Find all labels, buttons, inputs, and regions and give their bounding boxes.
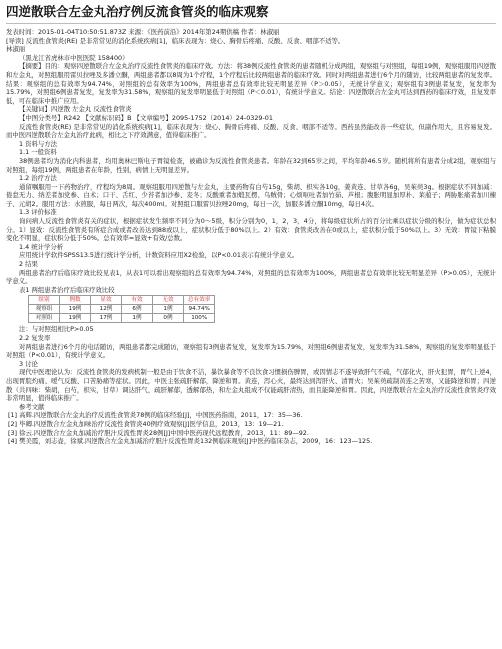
- table-header-cell: 有效: [122, 296, 153, 305]
- table-cell: 100%: [184, 314, 215, 323]
- paragraph: 现代中医理论认为：反流性食管炎的发病机制一般是由于饮食不洁，暴饮暴食等不良饮食习惯损伤脾胃，或因情志不遂导致肝气不疏，气郁化火，肝火犯胃，胃气上逆4，出现胃脘灼痛、嗳气反酸、口苦胁痛等症状。因此，中医主张疏肝解郁，降逆和胃。黄连，泻心火，最终达到泻肝火、清胃火；吴茱萸疏制黄连之苦寒，又能降逆和胃；四逆散（共四味：柴胡，白芍，枳实，甘草）调达肝气，疏肝解郁，透解郁热，和左金丸组成不仅能疏肝清热，而且能降逆和胃。因此，四逆散联合左金丸治疗反流性食管炎疗效非常明显，值得临床推广。: [6, 368, 497, 403]
- abstract: 【摘要】目的：观察四逆散联合左金丸治疗反流性食管炎的临床疗效。方法：将38例反流性食管炎的患者随机分成两组，观察组与对照组，每组19例，观察组服用四逆散和左金丸，对照组服用雷贝拉唑及多潘立酮，两组患者都以8周为1个疗程，1个疗程后比较两组患者的临床疗效。同时对两组患者进行6个月的随访，比较两组患者的复发率。结果：观察组的总有效率为94.74%，对照组的总有效率为100%，两组患者总有效率比较无明显差异（P＞0.05），无统计学意义；观察组有3例患者复发，复发率为15.79%，对照组6例患者复发，复发率为31.58%，观察组的复发率明显低于对照组（P＜0.01），有统计学意义。结论：四逆散联合左金丸可达到西药的临床疗效，且复发率低，可在临床中推广应用。: [6, 62, 496, 105]
- section-heading: 2 结果: [19, 260, 38, 269]
- table-row: [29, 305, 215, 314]
- table-cell: 1例: [122, 314, 153, 323]
- subsection-heading: 1.2 治疗方法: [19, 174, 57, 183]
- table-cell: 0例: [153, 314, 184, 323]
- subsection-heading: 2.2 复发率: [19, 334, 51, 342]
- classification-line: 【中图分类号】R242 【文献标识码】B 【文章编号】2095-1752（2014）24-0329-01: [19, 113, 273, 122]
- article-page: [6, 0, 496, 446]
- subsection-heading: 1.3 评价标准: [19, 208, 57, 217]
- table-cell: 观察组: [29, 305, 60, 314]
- reference-item: [3] 徐云.四逆散合左金丸加减治疗胆汁反流性胃炎28例[J]中国中医药现代远程教育，2013，11：89—92.: [8, 428, 309, 437]
- table-header-cell: 显效: [91, 296, 122, 305]
- table-row: [29, 314, 215, 323]
- author-affiliation: （黑龙江省虎林市中医医院 158400）: [19, 53, 129, 62]
- reference-item: [1] 高辉.四逆散联合左金丸治疗反流性食管炎78例的临床经验[J]，中国医药指南，2011，17：35—36.: [8, 411, 303, 420]
- table-cell: 6例: [122, 305, 153, 314]
- table-note: 注：与对照组相比P>0.05: [19, 325, 94, 334]
- table-header-cell: 无效: [153, 296, 184, 305]
- table-cell: 19例: [60, 314, 91, 323]
- results-table: [28, 295, 215, 323]
- paragraph: 38例患者均为消化内科患者，均用奥林巴斯电子胃镜检查，被确诊为反流性食管炎患者。年龄在32到65岁之间，平均年龄46.5岁。随机将所有患者分成2组，观察组与对照组，每组19例，两组患者在年龄，性别，病情上无明显差异。: [6, 156, 496, 174]
- table-header-cell: 例数: [60, 296, 91, 305]
- intro-paragraph: 反流性食管炎(RE) 是非常常见的消化系统疾病[1]，临床表现为：烧心、胸骨后疼痛、反酸、反食、咽部不适等。西药虽然能改善一些症状，但副作用大，且容易复发。而中医四逆散联合左金丸治疗此病，相比之下疗效满意，值得临床推广。: [6, 122, 496, 140]
- paragraph: 两组患者治疗后临床疗效比较见表1，从表1可以看出观察组的总有效率为94.74%，对照组的总有效率为100%，两组患者总有效率比较无明显差异（P>0.05），无统计学意义。: [6, 268, 496, 286]
- table-header-row: [29, 296, 215, 305]
- table-cell: 12例: [91, 305, 122, 314]
- table-cell: 17例: [91, 314, 122, 323]
- paragraph: 应用统计学软件SPSS13.5进行统计学分析，计数资料应用X2检验，以P<0.01表示有统计学意义。: [19, 251, 299, 260]
- table-cell: 对照组: [29, 314, 60, 323]
- section-heading: 3 讨论: [19, 359, 38, 368]
- paragraph: 询问病人反流性食管炎有关的症状，根据症状发生频率不同分为0～5级，积分分别为0，1，2，3，4分，将每级症状所占的百分比乘以症状分级的积分，做为症状总积分。1）显效：反流性食管炎有所症合成或者改善达到88或以上，症状积分低于80%以上。2）有效：食管炎改善在0或以上，症状积分低于50%以上。3）无效：胃镜下粘膜变化不明显，症状积分低于50%。总有效率=显效+有效/总数。: [6, 217, 496, 243]
- table-header-cell: 组别: [29, 296, 60, 305]
- reference-item: [2] 毕卿.四逆散合左金丸加味治疗反流性食管炎40例疗效观察[J]医学信息，2013，13：19—21.: [8, 419, 284, 428]
- section-heading: 1 资料与方法: [19, 139, 58, 148]
- subsection-heading: 1.1 一般资料: [19, 148, 57, 157]
- table-caption: 表1 两组患者治疗后临床疗效比较: [19, 285, 115, 294]
- references-list: [6, 411, 496, 445]
- table-cell: 19例: [60, 305, 91, 314]
- reference-item: [4] 樊美霞，刘志壶，徐斌.四逆散合左金丸加减治疗胆汁反流性胃炎132例临床观察[J]中医药临床杂志，2009，16：123—125.: [8, 437, 373, 446]
- table-header-cell: 总有效率: [184, 296, 215, 305]
- publish-info: 发表时间：2015-01-04T10:50:51.873Z 来源：《医药前沿》2014年第24期供稿 作者：林淑丽: [6, 28, 280, 36]
- table-cell: 1例: [153, 305, 184, 314]
- keywords: 【关键词】四逆散 左金丸 反流性食管炎: [19, 105, 132, 114]
- author-name: 林淑丽: [6, 45, 26, 54]
- article-title: 四逆散联合左金丸治疗例反流食管炎的临床观察: [6, 4, 496, 24]
- paragraph: 通留嘱服用一下药物治疗，疗程均为8周。观察组服用四逆散与左金丸，主要药物有白芍15g，柴胡、枳实各10g，姜黄连、甘草各6g，吴茱萸3g。根据症状不同加减：倦怠无力、纳差者加党参、白术；口干、舌红、少苔者加沙参、麦冬；反酸重者加煅瓦楞、乌贼骨；心烦呕吐者加竹茹、芦根；腹胀明显加厚朴、莱菔子；两胁胀痛者加川楝子、元胡2。服用方法：水煎服，每日两次，每次400ml。对照组口服雷贝拉唑20mg，每日一次，加服多潘立酮10mg，每日4次。: [6, 182, 496, 208]
- table-cell: 94.74%: [184, 305, 215, 314]
- guide-text: [导读] 反流性食管炎(RE) 是非常常见的消化系统疾病[1]，临床表现为：烧心、胸骨后疼痛、反酸、反食、咽部不适等。: [6, 36, 345, 45]
- subsection-heading: 1.4 统计学分析: [19, 242, 64, 251]
- references-heading: 参考文献: [19, 402, 45, 411]
- paragraph: 对两组患者进行6个月的电话随访，两组患者都完成随访，观察组有3例患者复发，复发率为15.79%，对照组6例患者复发，复发率为31.58%，观察组的复发率明显低于对照组（P<0.01），有统计学意义。: [6, 342, 496, 360]
